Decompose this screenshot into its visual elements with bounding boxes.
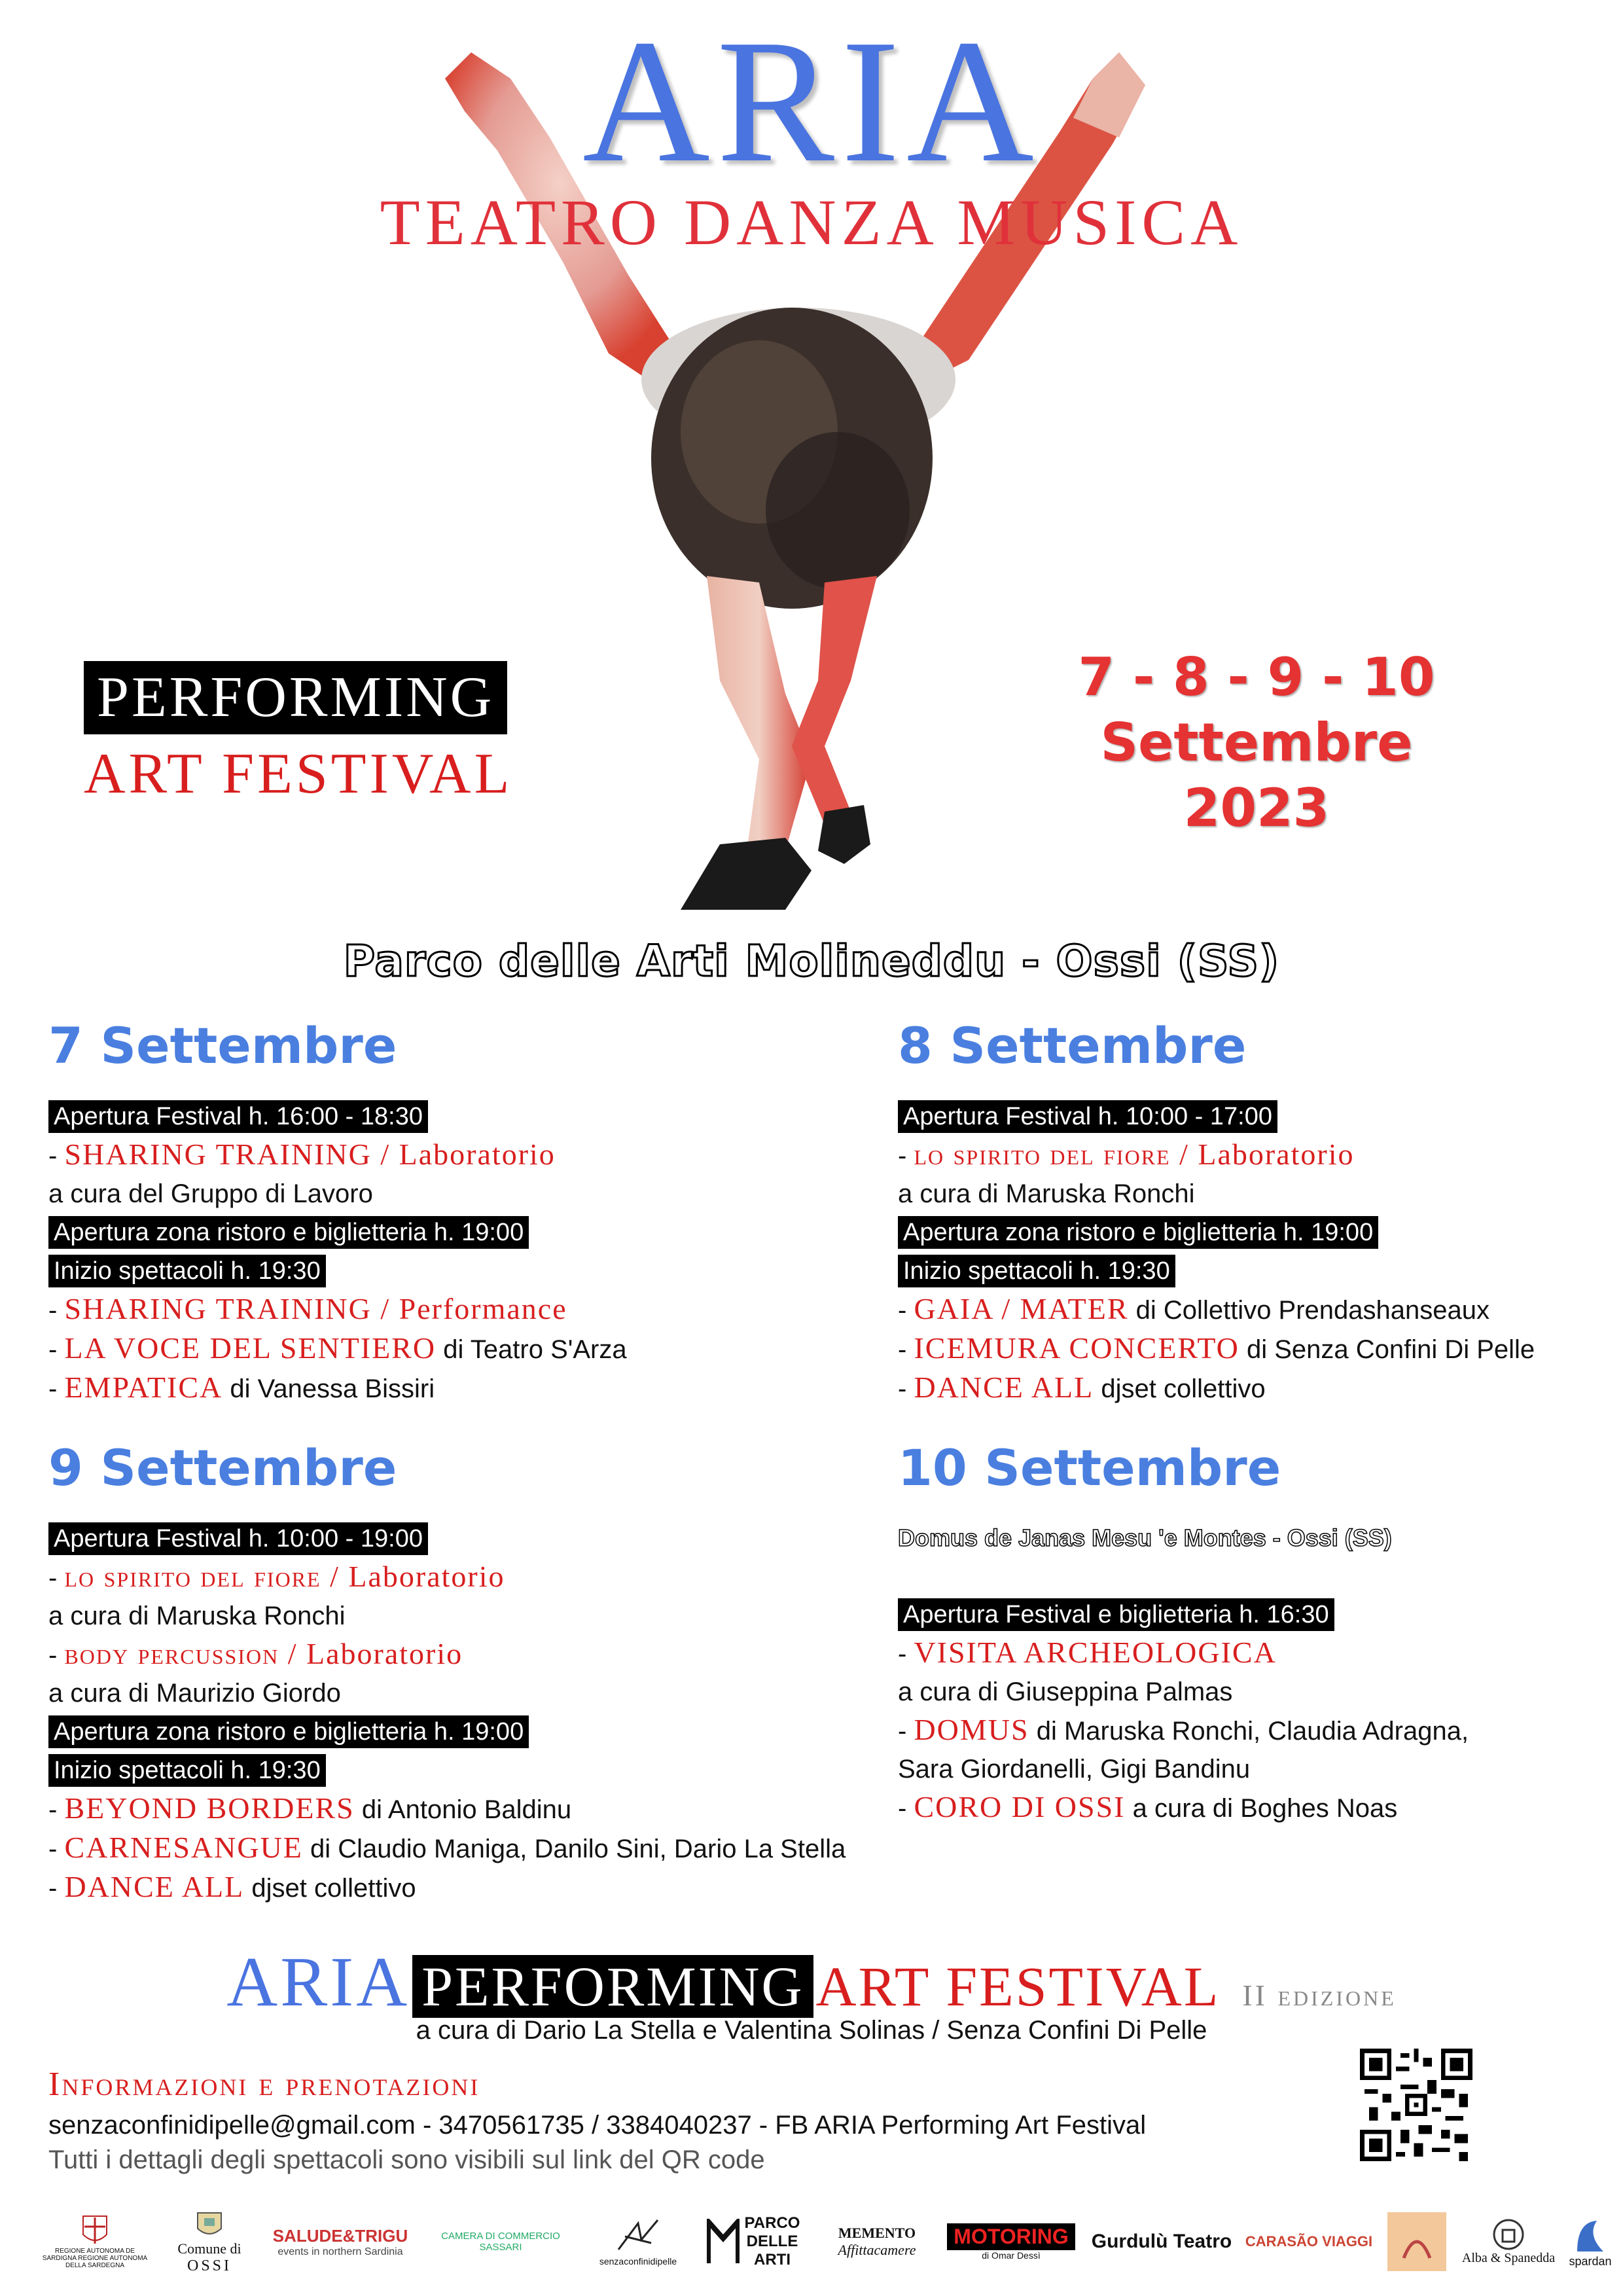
footer-title bbox=[0, 1943, 1623, 2021]
program-item: - CORO DI OSSI a cura di Boghes Noas bbox=[898, 1790, 1398, 1823]
ristoro-hours: Apertura zona ristoro e biglietteria h. 19:00 bbox=[48, 1216, 529, 1249]
program-item: - lo spirito del fiore / Laboratorio bbox=[48, 1560, 505, 1593]
curator-line: a cura di Giuseppina Palmas bbox=[898, 1677, 1233, 1706]
venue-title: Parco delle Arti Molineddu - Ossi (SS) bbox=[343, 936, 1280, 986]
senzaconfinidipelle-logo: senzaconfinidipelle bbox=[586, 2199, 690, 2284]
comune-ossi-logo: Comune di OSSI bbox=[164, 2199, 255, 2284]
motoring-logo: MOTORING di Omar Dessì bbox=[942, 2199, 1080, 2284]
dates-month: Settembre bbox=[1100, 712, 1413, 773]
show-start: Inizio spettacoli h. 19:30 bbox=[48, 1754, 326, 1787]
festival-subtitle: TEATRO DANZA MUSICA bbox=[380, 186, 1243, 259]
footer-edition: II edizione bbox=[1242, 1979, 1397, 2012]
day-location: Domus de Janas Mesu 'e Montes - Ossi (SS) bbox=[898, 1524, 1392, 1551]
memento-logo: MEMENTO Affittacamere bbox=[838, 2225, 916, 2258]
footer-performing: PERFORMING bbox=[412, 1955, 813, 2018]
alba-spanedda-logo: Alba & Spanedda bbox=[1459, 2199, 1558, 2284]
program-item: - DANCE ALL djset collettivo bbox=[898, 1371, 1266, 1404]
program-item: - EMPATICA di Vanessa Bissiri bbox=[48, 1371, 435, 1404]
program-item: - VISITA ARCHEOLOGICA bbox=[898, 1636, 1277, 1669]
program-item-continued: Sara Giordanelli, Gigi Bandinu bbox=[898, 1755, 1251, 1784]
regione-sardegna-logo: REGIONE AUTONOMA DE SARDIGNA REGIONE AUTONOMA DELLA SARDEGNA bbox=[39, 2199, 151, 2284]
salude-trigu-logo: SALUDE&TRIGU events in northern Sardinia bbox=[272, 2225, 408, 2257]
day-8-section bbox=[898, 1016, 1535, 1408]
day-heading: 8 Settembre bbox=[898, 1016, 1247, 1075]
dates-year: 2023 bbox=[1183, 778, 1330, 838]
day-9-section bbox=[48, 1439, 846, 1907]
info-heading: Informazioni e prenotazioni bbox=[48, 2066, 480, 2103]
program-item: - SHARING TRAINING / Performance bbox=[48, 1292, 567, 1325]
day-heading: 9 Settembre bbox=[48, 1439, 397, 1497]
ristoro-hours: Apertura zona ristoro e biglietteria h. 19:00 bbox=[48, 1715, 529, 1748]
footer-aria: ARIA bbox=[226, 1943, 410, 2021]
day-7-section bbox=[48, 1016, 627, 1408]
day-heading: 10 Settembre bbox=[898, 1439, 1281, 1497]
program-item: - GAIA / MATER di Collettivo Prendashanseaux bbox=[898, 1292, 1490, 1325]
dates-days: 7 - 8 - 9 - 10 bbox=[1078, 647, 1435, 708]
program-item: - body percussion / Laboratorio bbox=[48, 1637, 463, 1670]
program-item: - lo spirito del fiore / Laboratorio bbox=[898, 1138, 1355, 1171]
footer-art-festival: ART FESTIVAL bbox=[815, 1955, 1221, 2018]
program-item: - ICEMURA CONCERTO di Senza Confini Di Pelle bbox=[898, 1331, 1535, 1365]
curator-line: a cura di Maruska Ronchi bbox=[48, 1602, 346, 1630]
parco-arti-logo: PARCO DELLE ARTI bbox=[700, 2199, 812, 2284]
opening-hours: Apertura Festival h. 16:00 - 18:30 bbox=[48, 1100, 428, 1133]
agriturismo-logo bbox=[1384, 2199, 1450, 2284]
curator-line: a cura di Maurizio Giordo bbox=[48, 1679, 341, 1708]
program-item: - BEYOND BORDERS di Antonio Baldinu bbox=[48, 1791, 572, 1825]
show-start: Inizio spettacoli h. 19:30 bbox=[48, 1255, 326, 1287]
program-item: - LA VOCE DEL SENTIERO di Teatro S'Arza bbox=[48, 1331, 627, 1365]
program-item: - SHARING TRAINING / Laboratorio bbox=[48, 1138, 556, 1171]
program-item: - DANCE ALL djset collettivo bbox=[48, 1870, 416, 1903]
festival-title: ARIA bbox=[582, 3, 1041, 199]
program-item: - DOMUS di Maruska Ronchi, Claudia Adragna, bbox=[898, 1713, 1469, 1746]
contact-line: senzaconfinidipelle@gmail.com - 3470561735 / 3384040237 - FB ARIA Performing Art Festival bbox=[48, 2111, 1147, 2140]
gurdulu-teatro-logo: Gurdulù Teatro bbox=[1091, 2231, 1232, 2252]
program-item: - CARNESANGUE di Claudio Maniga, Danilo Sini, Dario La Stella bbox=[48, 1831, 846, 1864]
carasao-viaggi-logo: CARASÃO VIAGGI bbox=[1245, 2233, 1373, 2250]
qr-code[interactable] bbox=[1360, 2049, 1472, 2161]
opening-hours: Apertura Festival e biglietteria h. 16:30 bbox=[898, 1598, 1334, 1631]
day-10-section bbox=[898, 1439, 1469, 1827]
show-start: Inizio spettacoli h. 19:30 bbox=[898, 1255, 1175, 1287]
curator-line: a cura del Gruppo di Lavoro bbox=[48, 1179, 373, 1208]
opening-hours: Apertura Festival h. 10:00 - 17:00 bbox=[898, 1100, 1277, 1133]
curator-line: a cura di Maruska Ronchi bbox=[898, 1179, 1195, 1208]
performing-badge: PERFORMING bbox=[84, 661, 507, 734]
details-note: Tutti i dettagli degli spettacoli sono visibili sul link del QR code bbox=[48, 2145, 765, 2174]
spardan-logo: spardan bbox=[1561, 2199, 1620, 2284]
art-festival-label: ART FESTIVAL bbox=[84, 742, 513, 806]
curated-by: a cura di Dario La Stella e Valentina Solinas / Senza Confini Di Pelle bbox=[416, 2016, 1207, 2045]
festival-dates bbox=[1021, 645, 1492, 841]
sponsor-logos bbox=[39, 2199, 1623, 2291]
camera-commercio-logo: CAMERA DI COMMERCIO SASSARI bbox=[441, 2231, 560, 2253]
ristoro-hours: Apertura zona ristoro e biglietteria h. 19:00 bbox=[898, 1216, 1378, 1249]
opening-hours: Apertura Festival h. 10:00 - 19:00 bbox=[48, 1522, 428, 1555]
day-heading: 7 Settembre bbox=[48, 1016, 397, 1075]
